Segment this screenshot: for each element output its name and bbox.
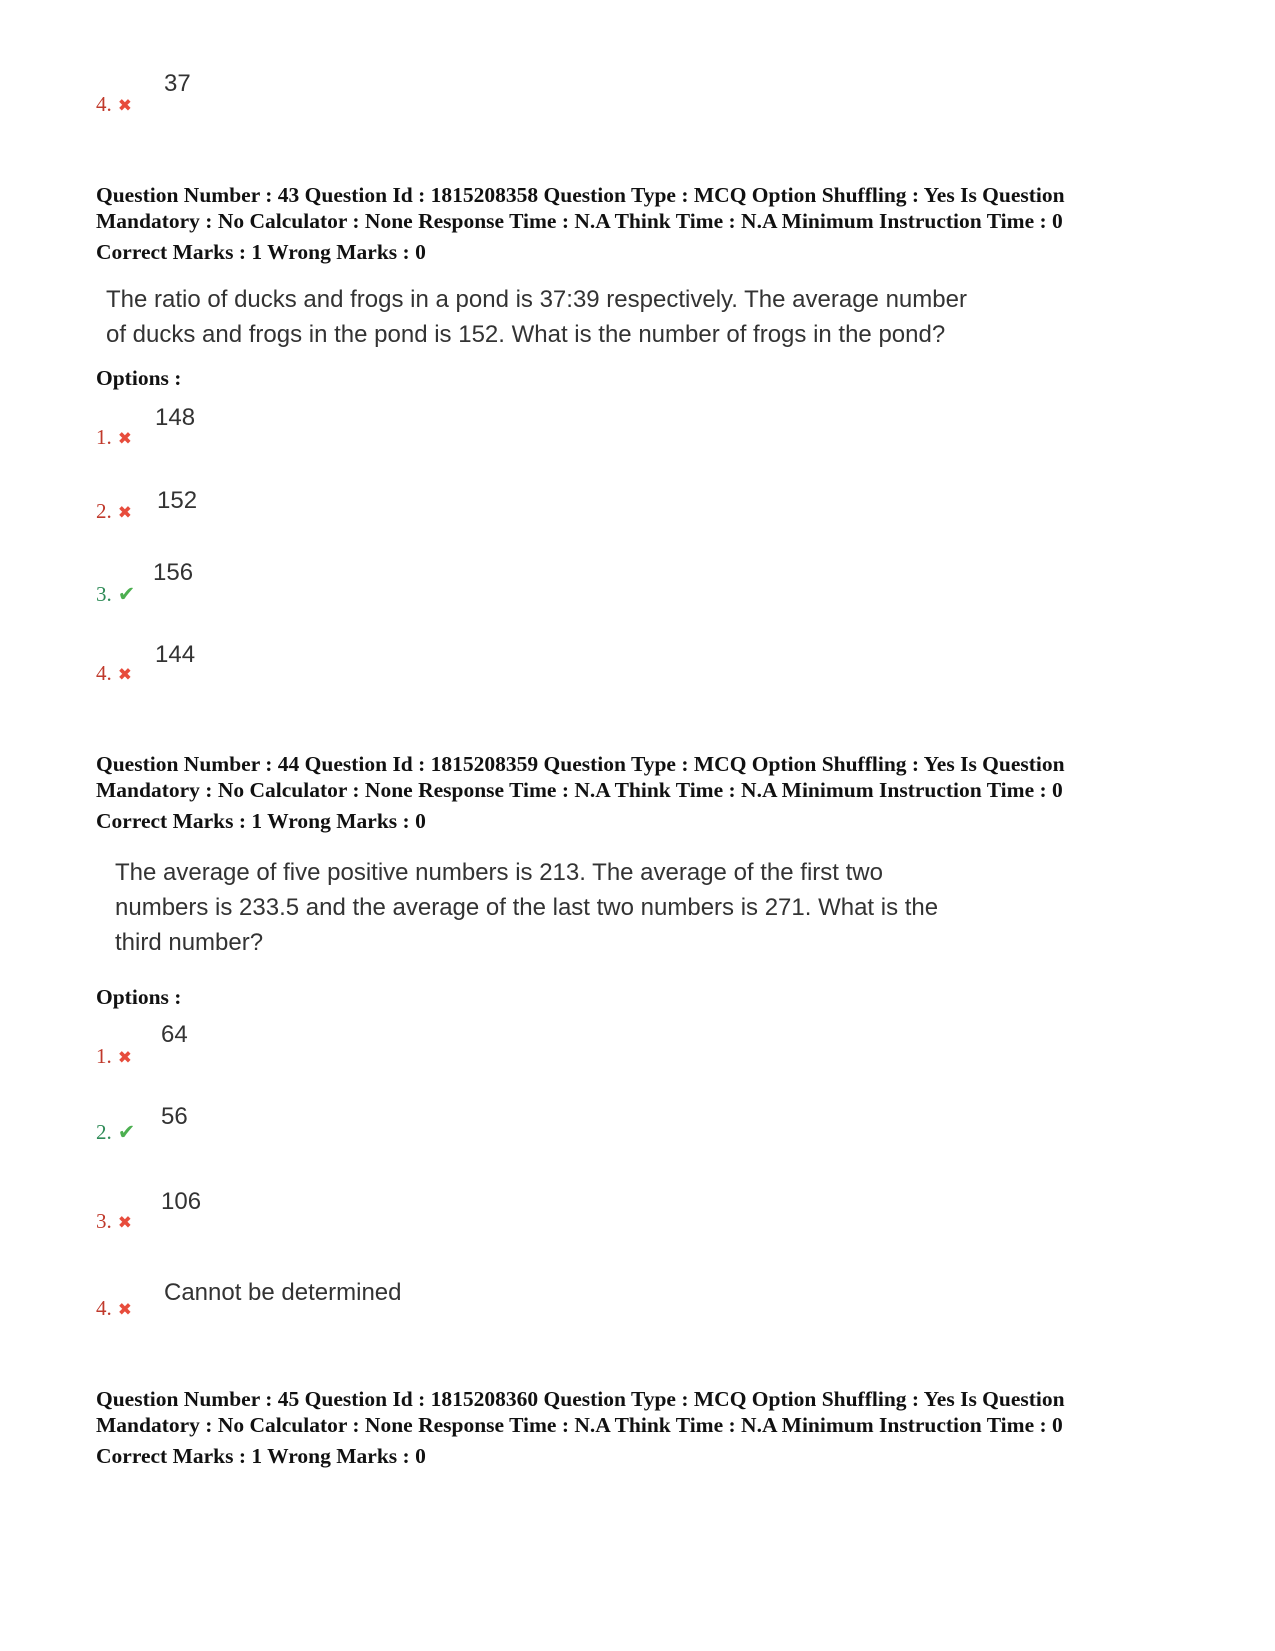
q44-option-3-number	[96, 1209, 132, 1234]
q44-text-line2: numbers is 233.5 and the average of the last two numbers is 271. What is the	[115, 894, 939, 921]
option-number: 1.	[96, 425, 112, 449]
wrong-mark-icon: ✖	[117, 429, 132, 448]
option-number: 3.	[96, 1209, 112, 1233]
q43-option-1-text: 148	[155, 404, 196, 431]
q43-option-2-number	[96, 499, 132, 524]
q43-option-2-text: 152	[157, 487, 198, 514]
q44-meta-line2: Mandatory : No Calculator : None Response Time : N.A Think Time : N.A Minimum Instruction Time : 0	[96, 778, 1063, 802]
q44-option-4-number	[96, 1296, 132, 1321]
q44-option-3-text: 106	[161, 1188, 202, 1215]
option-number: 2.	[96, 1120, 112, 1144]
q43-option-4-text: 144	[155, 641, 196, 668]
q44-question-text	[115, 855, 938, 960]
q43-option-3-number	[96, 582, 135, 607]
q43-meta	[96, 182, 1196, 234]
q45-meta	[96, 1386, 1196, 1438]
prev-option-4-text: 37	[164, 70, 191, 97]
q43-question-text	[106, 282, 967, 352]
wrong-mark-icon: ✖	[117, 665, 132, 684]
q44-option-2-number	[96, 1120, 135, 1145]
q44-marks: Correct Marks : 1 Wrong Marks : 0	[96, 809, 426, 833]
prev-option-4-number	[96, 92, 132, 117]
q43-text-line2: of ducks and frogs in the pond is 152. What is the number of frogs in the pond?	[106, 321, 946, 348]
option-number: 4.	[96, 661, 112, 685]
q43-text-line1: The ratio of ducks and frogs in a pond is 37:39 respectively. The average number	[106, 286, 967, 313]
option-number: 4.	[96, 1296, 112, 1320]
wrong-mark-icon: ✖	[117, 1048, 132, 1067]
q45-meta-line2: Mandatory : No Calculator : None Response Time : N.A Think Time : N.A Minimum Instruction Time : 0	[96, 1413, 1063, 1437]
q44-meta	[96, 751, 1196, 803]
wrong-mark-icon: ✖	[117, 1213, 132, 1232]
q43-options-label: Options :	[96, 366, 182, 390]
option-number: 1.	[96, 1044, 112, 1068]
q44-text-line3: third number?	[115, 929, 264, 956]
wrong-mark-icon: ✖	[117, 96, 132, 115]
q43-option-3-text: 156	[153, 559, 194, 586]
wrong-mark-icon: ✖	[117, 503, 132, 522]
q45-marks: Correct Marks : 1 Wrong Marks : 0	[96, 1444, 426, 1468]
option-number: 2.	[96, 499, 112, 523]
q43-meta-line1: Question Number : 43 Question Id : 1815208358 Question Type : MCQ Option Shuffling : Yes Is Question	[96, 183, 1065, 207]
q44-option-2-text: 56	[161, 1103, 188, 1130]
q44-meta-line1: Question Number : 44 Question Id : 1815208359 Question Type : MCQ Option Shuffling : Yes Is Question	[96, 752, 1065, 776]
q44-option-1-text: 64	[161, 1021, 188, 1048]
option-number: 3.	[96, 582, 112, 606]
q45-meta-line1: Question Number : 45 Question Id : 1815208360 Question Type : MCQ Option Shuffling : Yes Is Question	[96, 1387, 1065, 1411]
option-number: 4.	[96, 92, 112, 116]
q43-marks: Correct Marks : 1 Wrong Marks : 0	[96, 240, 426, 264]
q43-option-1-number	[96, 425, 132, 450]
wrong-mark-icon: ✖	[117, 1300, 132, 1319]
q43-meta-line2: Mandatory : No Calculator : None Response Time : N.A Think Time : N.A Minimum Instruction Time : 0	[96, 209, 1063, 233]
check-mark-icon: ✔	[117, 582, 136, 606]
q43-option-4-number	[96, 661, 132, 686]
q44-option-4-text: Cannot be determined	[164, 1279, 402, 1306]
q44-option-1-number	[96, 1044, 132, 1069]
q44-text-line1: The average of five positive numbers is 213. The average of the first two	[115, 859, 883, 886]
q44-options-label: Options :	[96, 985, 182, 1009]
check-mark-icon: ✔	[117, 1120, 136, 1144]
